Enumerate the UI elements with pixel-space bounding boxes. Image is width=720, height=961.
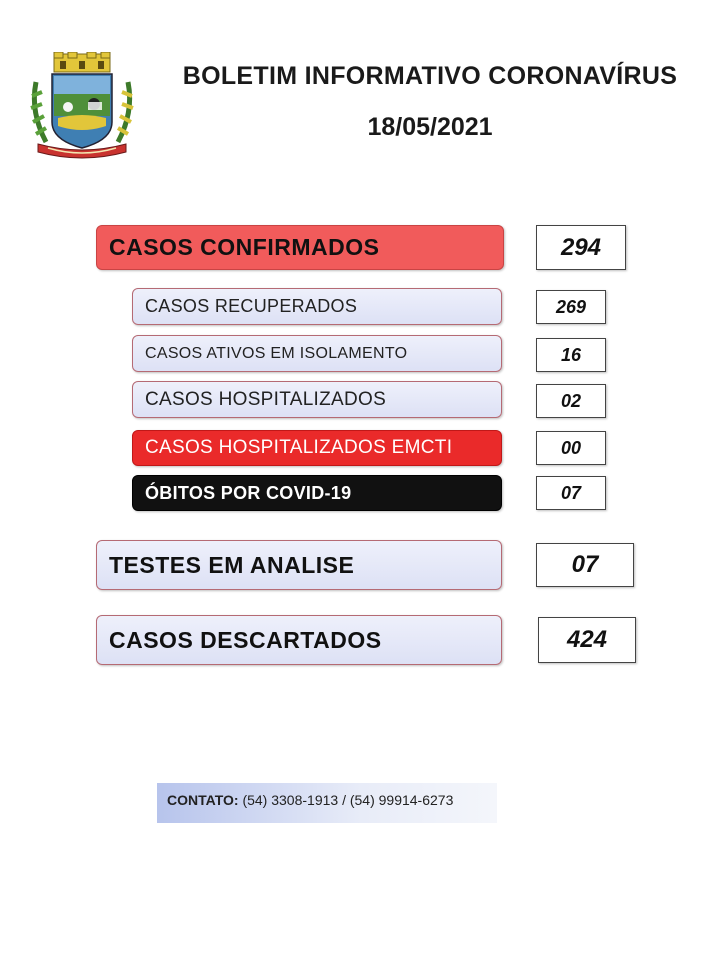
confirmed-cases-value: 294: [536, 225, 626, 270]
hospitalized-cases-value: 02: [536, 384, 606, 418]
bulletin-title: BOLETIM INFORMATIVO CORONAVÍRUS: [182, 62, 678, 90]
bulletin-date: 18/05/2021: [367, 113, 493, 141]
recovered-cases-label: CASOS RECUPERADOS: [132, 288, 502, 325]
deaths-value: 07: [536, 476, 606, 510]
hospitalized-cases-label: CASOS HOSPITALIZADOS: [132, 381, 502, 418]
deaths-label: ÓBITOS POR COVID-19: [132, 475, 502, 511]
discarded-cases-label: CASOS DESCARTADOS: [96, 615, 502, 665]
discarded-cases-value: 424: [538, 617, 636, 663]
icu-cases-label: CASOS HOSPITALIZADOS EMCTI: [132, 430, 502, 466]
tests-pending-label: TESTES EM ANALISE: [96, 540, 502, 590]
recovered-cases-value: 269: [536, 290, 606, 324]
contact-box: [157, 783, 497, 823]
active-isolation-cases-value: 16: [536, 338, 606, 372]
icu-cases-value: 00: [536, 431, 606, 465]
contact-phones: (54) 3308-1913 / (54) 99914-6273: [242, 792, 454, 808]
contact-label: CONTATO:: [167, 792, 239, 808]
active-isolation-cases-label: CASOS ATIVOS EM ISOLAMENTO: [132, 335, 502, 372]
tests-pending-value: 07: [536, 543, 634, 587]
coat-of-arms-logo: [28, 52, 136, 162]
confirmed-cases-label: CASOS CONFIRMADOS: [96, 225, 504, 270]
